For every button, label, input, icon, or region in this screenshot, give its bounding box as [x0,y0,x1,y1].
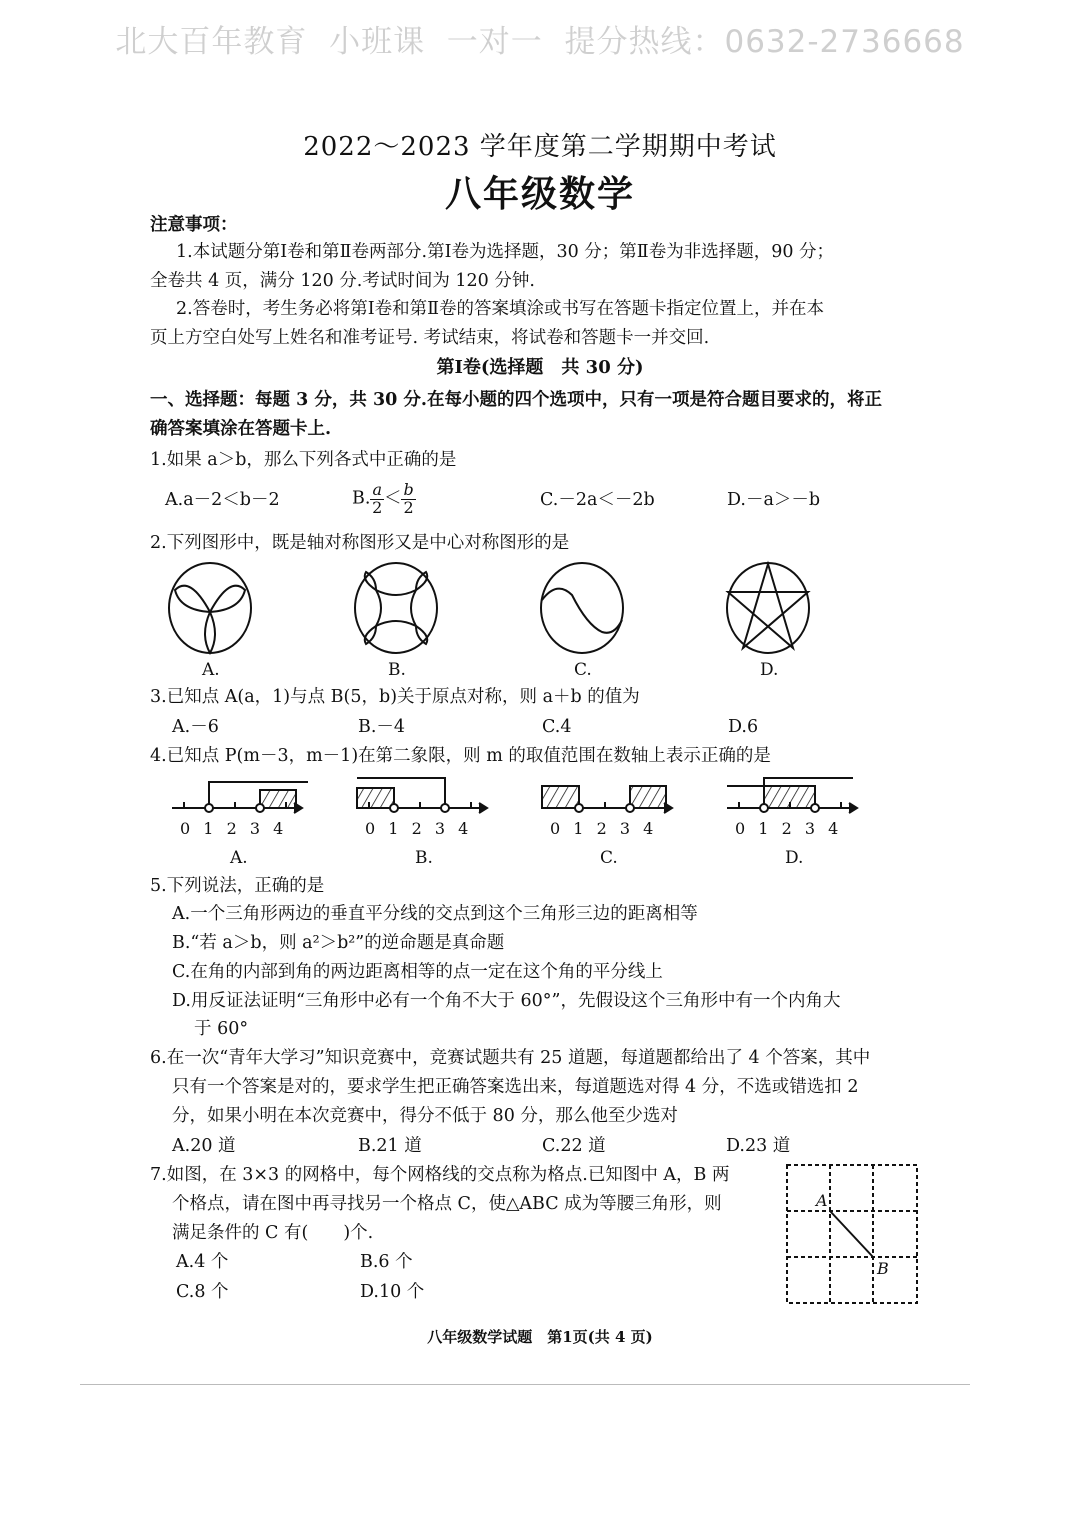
q6-option-b: B.21 道 [358,1136,422,1156]
q7-option-d: D.10 个 [360,1282,425,1302]
q2-stem: 2.下列图形中，既是轴对称图形又是中心对称图形的是 [150,533,570,553]
q4-stem: 4.已知点 P(m－3，m－1)在第二象限，则 m 的取值范围在数轴上表示正确的是 [150,746,771,766]
q2-label-c: C. [574,660,592,680]
part1-title: 第Ⅰ卷(选择题 共 30 分) [436,357,644,378]
q3-option-a: A.－6 [172,717,219,737]
notice-item1-line2: 全卷共 4 页，满分 120 分.考试时间为 120 分钟. [150,271,535,291]
section-instructions-line1: 一、选择题：每题 3 分，共 30 分.在每小题的四个选项中，只有一项是符合题目要求的，将正 [150,390,882,410]
q6-option-d: D.23 道 [726,1136,791,1156]
q2-label-a: A. [202,660,220,680]
q2-label-b: B. [388,660,406,680]
q6-stem-line1: 6.在一次“青年大学习”知识竞赛中，竞赛试题共有 25 道题，每道题都给出了 4 个答案，其中 [150,1048,871,1068]
q4-label-b: B. [415,848,433,868]
number-line-b [357,778,487,813]
q4-label-d: D. [785,848,804,868]
q6-option-c: C.22 道 [542,1136,606,1156]
q4-ticks-b: 0 1 2 3 4 [365,819,469,838]
q3-option-d: D.6 [728,717,759,737]
notice-heading: 注意事项： [150,215,238,235]
figure-a-three-petals-icon [169,563,251,653]
q7-option-b: B.6 个 [360,1252,413,1272]
q5-option-b: B.“若 a＞b，则 a²＞b²”的逆命题是真命题 [172,933,505,953]
q4-label-c: C. [600,848,618,868]
q5-option-a: A.一个三角形两边的垂直平分线的交点到这个三角形三边的距离相等 [172,904,698,924]
q1-option-d: D.－a＞－b [727,490,821,510]
q4-ticks-c: 0 1 2 3 4 [550,819,654,838]
svg-text:B: B [877,1259,889,1278]
q7-grid-figure [784,1162,920,1307]
q3-stem: 3.已知点 A(a，1)与点 B(5，b)关于原点对称，则 a＋b 的值为 [150,687,640,707]
figure-d-pentagram-icon [727,563,809,653]
notice-item1-line1: 1.本试题分第Ⅰ卷和第Ⅱ卷两部分.第Ⅰ卷为选择题，30 分；第Ⅱ卷为非选择题，90 分； [176,242,835,262]
figure-b-concave-square-icon [355,563,437,653]
q1-option-c: C.－2a＜－2b [540,490,655,510]
svg-text:A: A [816,1191,828,1210]
q5-option-d: D.用反证法证明“三角形中必有一个角不大于 60°”，先假设这个三角形中有一个内角大 [172,991,841,1011]
number-line-d [727,778,857,813]
q3-option-b: B.－4 [358,717,406,737]
page-divider [80,1384,970,1385]
q3-option-c: C.4 [542,717,572,737]
q5-option-c: C.在角的内部到角的两边距离相等的点一定在这个角的平分线上 [172,962,663,982]
q7-stem-line1: 7.如图，在 3×3 的网格中，每个网格线的交点称为格点.已知图中 A，B 两 [150,1165,730,1185]
q7-stem-line2: 个格点，请在图中再寻找另一个格点 C，使△ABC 成为等腰三角形，则 [172,1194,722,1214]
q4-ticks-d: 0 1 2 3 4 [735,819,839,838]
q4-ticks-a: 0 1 2 3 4 [180,819,284,838]
q1-option-a: A.a－2＜b－2 [165,490,280,510]
notice-item2-line1: 2.答卷时，考生务必将第Ⅰ卷和第Ⅱ卷的答案填涂或书写在答题卡指定位置上，并在本 [176,299,825,319]
q6-option-a: A.20 道 [172,1136,236,1156]
q2-figures [160,560,830,660]
watermark: 北大百年教育 小班课 一对一 提分热线：0632-2736668 [115,24,965,60]
q6-stem-line2: 只有一个答案是对的，要求学生把正确答案选出来，每道题选对得 4 分，不选或错选扣 2 [172,1077,859,1097]
q7-stem-line3: 满足条件的 C 有( )个. [172,1223,374,1243]
q4-label-a: A. [230,848,248,868]
q7-option-c: C.8 个 [176,1282,229,1302]
page-footer: 八年级数学试题 第1页(共 4 页) [427,1328,653,1346]
section-instructions-line2: 确答案填涂在答题卡上. [150,419,332,439]
notice-item2-line2: 页上方空白处写上姓名和准考证号. 考试结束，将试卷和答题卡一并交回. [150,328,710,348]
q5-option-d-cont: 于 60° [194,1019,249,1039]
q2-label-d: D. [760,660,779,680]
q1-option-b: B. $\frac{a}{2}$ ＜ $\frac{b}{2}$ [352,480,414,517]
q4-number-lines [160,772,880,822]
number-line-a [172,782,308,813]
q6-stem-line3: 分，如果小明在本次竞赛中，得分不低于 80 分，那么他至少选对 [172,1106,678,1126]
number-line-c [542,786,672,813]
q5-stem: 5.下列说法，正确的是 [150,876,325,896]
q1-stem: 1.如果 a＞b，那么下列各式中正确的是 [150,450,457,470]
exam-title: 2022～2023 学年度第二学期期中考试 [303,132,777,162]
figure-c-s-curve-icon [541,563,623,653]
q7-option-a: A.4 个 [176,1252,229,1272]
subject-title: 八年级数学 [444,173,635,215]
